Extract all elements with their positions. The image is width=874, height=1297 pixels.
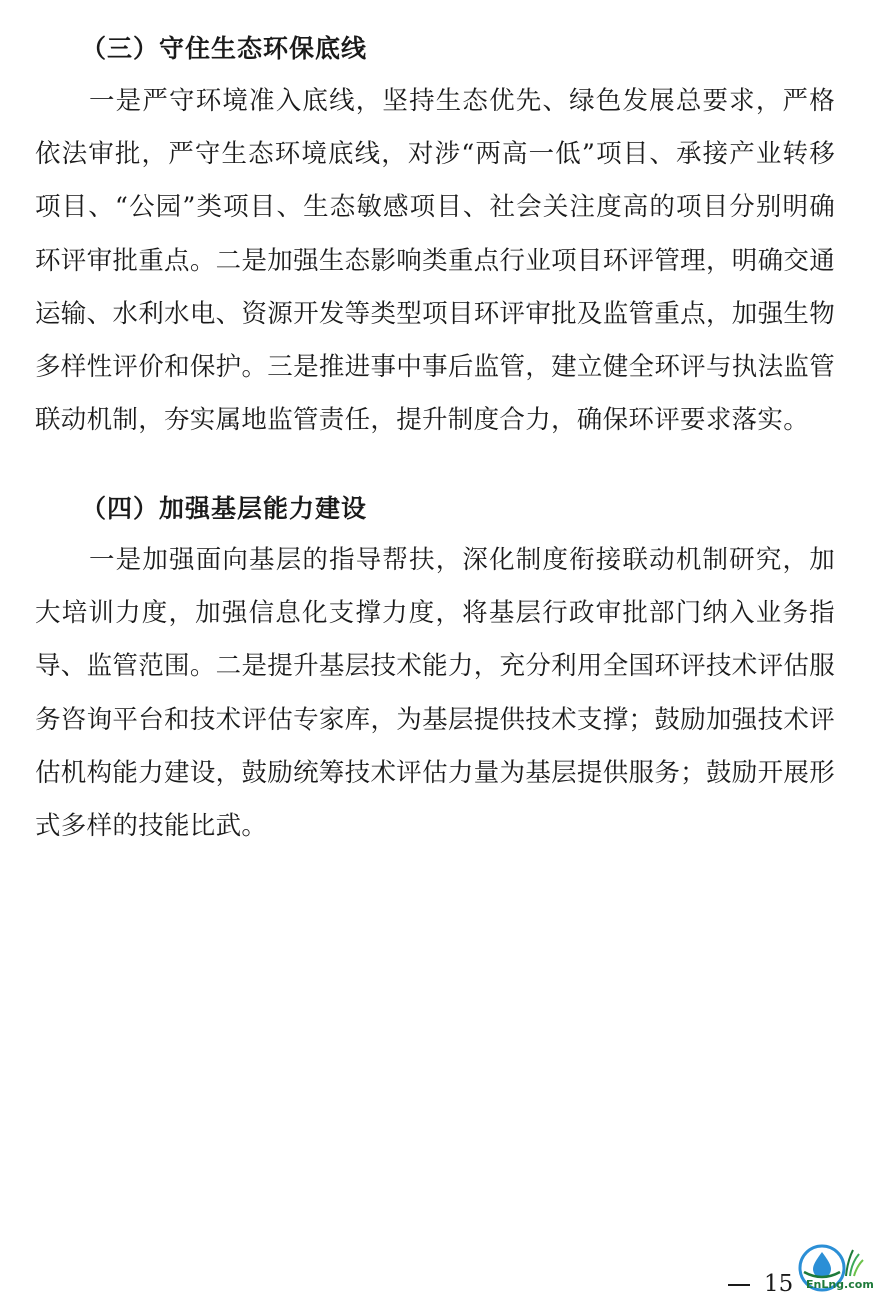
section-paragraph-4: 一是加强面向基层的指导帮扶，深化制度衔接联动机制研究，加大培训力度，加强信息化支撑力度，将基层行政审批部门纳入业务指导、监管范围。二是提升基层技术能力，充分利用全国环评技术评估服务咨询平台和技术评估专家库，为基层提供技术支撑；鼓励加强技术评估机构能力建设，鼓励统筹技术评估力量为基层提供服务；鼓励开展形式多样的技能比武。 bbox=[35, 545, 835, 842]
page-footer bbox=[728, 1271, 793, 1297]
section-paragraph-3: 一是严守环境准入底线，坚持生态优先、绿色发展总要求，严格依法审批，严守生态环境底线，对涉“两高一低”项目、承接产业转移项目、“公园”类项目、生态敏感项目、社会关注度高的项目分别明确环评审批重点。二是加强生态影响类重点行业项目环评管理，明确交通运输、水利水电、资源开发等类型项目环评审批及监管重点，加强生物多样性评价和保护。三是推进事中事后监管，建立健全环评与执法监管联动机制，夯实属地监管责任，提升制度合力，确保环评要求落实。 bbox=[35, 86, 835, 436]
watermark-text: EnLng.com bbox=[806, 1278, 874, 1291]
section-heading-4: （四）加强基层能力建设 bbox=[81, 494, 368, 523]
footer-dash bbox=[728, 1284, 750, 1286]
page-number: 15 bbox=[764, 1271, 794, 1297]
section-heading-3: （三）守住生态环保底线 bbox=[81, 34, 368, 63]
